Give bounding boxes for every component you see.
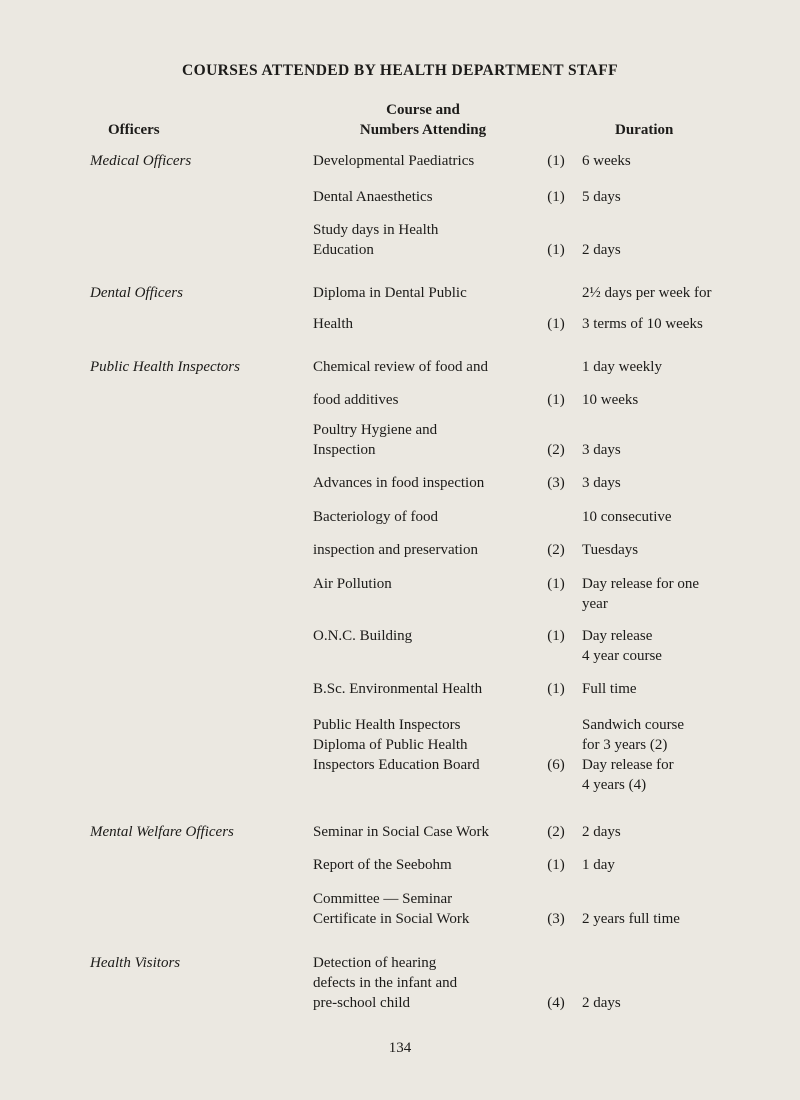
duration-line: 4 years (4) [582, 777, 647, 793]
header-course-line2: Numbers Attending [359, 122, 487, 138]
numbers-attending: (1) [547, 576, 565, 592]
numbers-attending: (1) [547, 681, 565, 697]
duration-line: 2 days [582, 995, 621, 1011]
duration-line: Day release [582, 628, 653, 644]
header-officers: Officers [108, 122, 160, 138]
officer-category: Mental Welfare Officers [90, 824, 234, 840]
header-duration: Duration [615, 122, 674, 138]
duration-line: Sandwich course [582, 717, 685, 733]
numbers-attending: (3) [547, 475, 565, 491]
course-name-line: Inspectors Education Board [313, 757, 480, 773]
duration-line: 2 days [582, 824, 621, 840]
course-name-line: Poultry Hygiene and [313, 422, 438, 438]
duration-line: for 3 years (2) [582, 737, 668, 753]
numbers-attending: (3) [547, 911, 565, 927]
course-name-line: food additives [313, 392, 399, 408]
numbers-attending: (2) [547, 442, 565, 458]
duration-line: 3 days [582, 475, 621, 491]
duration-line: 10 consecutive [582, 509, 672, 525]
duration-line: 2 years full time [582, 911, 680, 927]
course-name-line: pre-school child [313, 995, 411, 1011]
course-name-line: Diploma of Public Health [313, 737, 468, 753]
numbers-attending: (6) [547, 757, 565, 773]
course-name-line: Chemical review of food and [313, 359, 488, 375]
duration-line: 3 terms of 10 weeks [582, 316, 703, 332]
course-name-line: Developmental Paediatrics [313, 153, 475, 169]
duration-line: 1 day [582, 857, 615, 873]
numbers-attending: (1) [547, 153, 565, 169]
course-name-line: Committee — Seminar [313, 891, 453, 907]
duration-line: 6 weeks [582, 153, 631, 169]
course-name-line: Seminar in Social Case Work [313, 824, 489, 840]
course-name-line: Certificate in Social Work [313, 911, 470, 927]
duration-line: 4 year course [582, 648, 662, 664]
numbers-attending: (1) [547, 242, 565, 258]
numbers-attending: (2) [547, 824, 565, 840]
numbers-attending: (1) [547, 316, 565, 332]
course-name-line: Education [313, 242, 374, 258]
duration-line: 2½ days per week for [582, 285, 712, 301]
course-name-line: inspection and preservation [313, 542, 478, 558]
duration-line: 2 days [582, 242, 621, 258]
course-name-line: Health [313, 316, 353, 332]
duration-line: year [582, 596, 608, 612]
duration-line: 3 days [582, 442, 621, 458]
numbers-attending: (1) [547, 857, 565, 873]
header-course [338, 100, 508, 140]
numbers-attending: (1) [547, 392, 565, 408]
course-name-line: Public Health Inspectors [313, 717, 461, 733]
course-name-line: B.Sc. Environmental Health [313, 681, 483, 697]
officer-category: Health Visitors [90, 955, 181, 971]
course-name-line: Diploma in Dental Public [313, 285, 467, 301]
duration-line: 5 days [582, 189, 621, 205]
header-course-line1: Course and [386, 102, 460, 118]
course-name-line: Bacteriology of food [313, 509, 438, 525]
officer-category: Dental Officers [90, 285, 183, 301]
officer-category: Medical Officers [90, 153, 192, 169]
duration-line: 1 day weekly [582, 359, 662, 375]
course-name-line: Advances in food inspection [313, 475, 485, 491]
page-number: 134 [388, 1040, 412, 1056]
numbers-attending: (1) [547, 189, 565, 205]
course-name-line: Dental Anaesthetics [313, 189, 433, 205]
course-name-line: Study days in Health [313, 222, 439, 238]
course-name-line: Inspection [313, 442, 376, 458]
duration-line: Full time [582, 681, 637, 697]
course-name-line: Air Pollution [313, 576, 392, 592]
numbers-attending: (1) [547, 628, 565, 644]
course-name-line: Report of the Seebohm [313, 857, 452, 873]
duration-line: 10 weeks [582, 392, 639, 408]
numbers-attending: (2) [547, 542, 565, 558]
duration-line: Tuesdays [582, 542, 639, 558]
numbers-attending: (4) [547, 995, 565, 1011]
course-name-line: O.N.C. Building [313, 628, 413, 644]
duration-line: Day release for one [582, 576, 700, 592]
course-name-line: Detection of hearing [313, 955, 437, 971]
duration-line: Day release for [582, 757, 674, 773]
course-name-line: defects in the infant and [313, 975, 458, 991]
officer-category: Public Health Inspectors [90, 359, 240, 375]
page-title: COURSES ATTENDED BY HEALTH DEPARTMENT STAFF [182, 62, 618, 79]
